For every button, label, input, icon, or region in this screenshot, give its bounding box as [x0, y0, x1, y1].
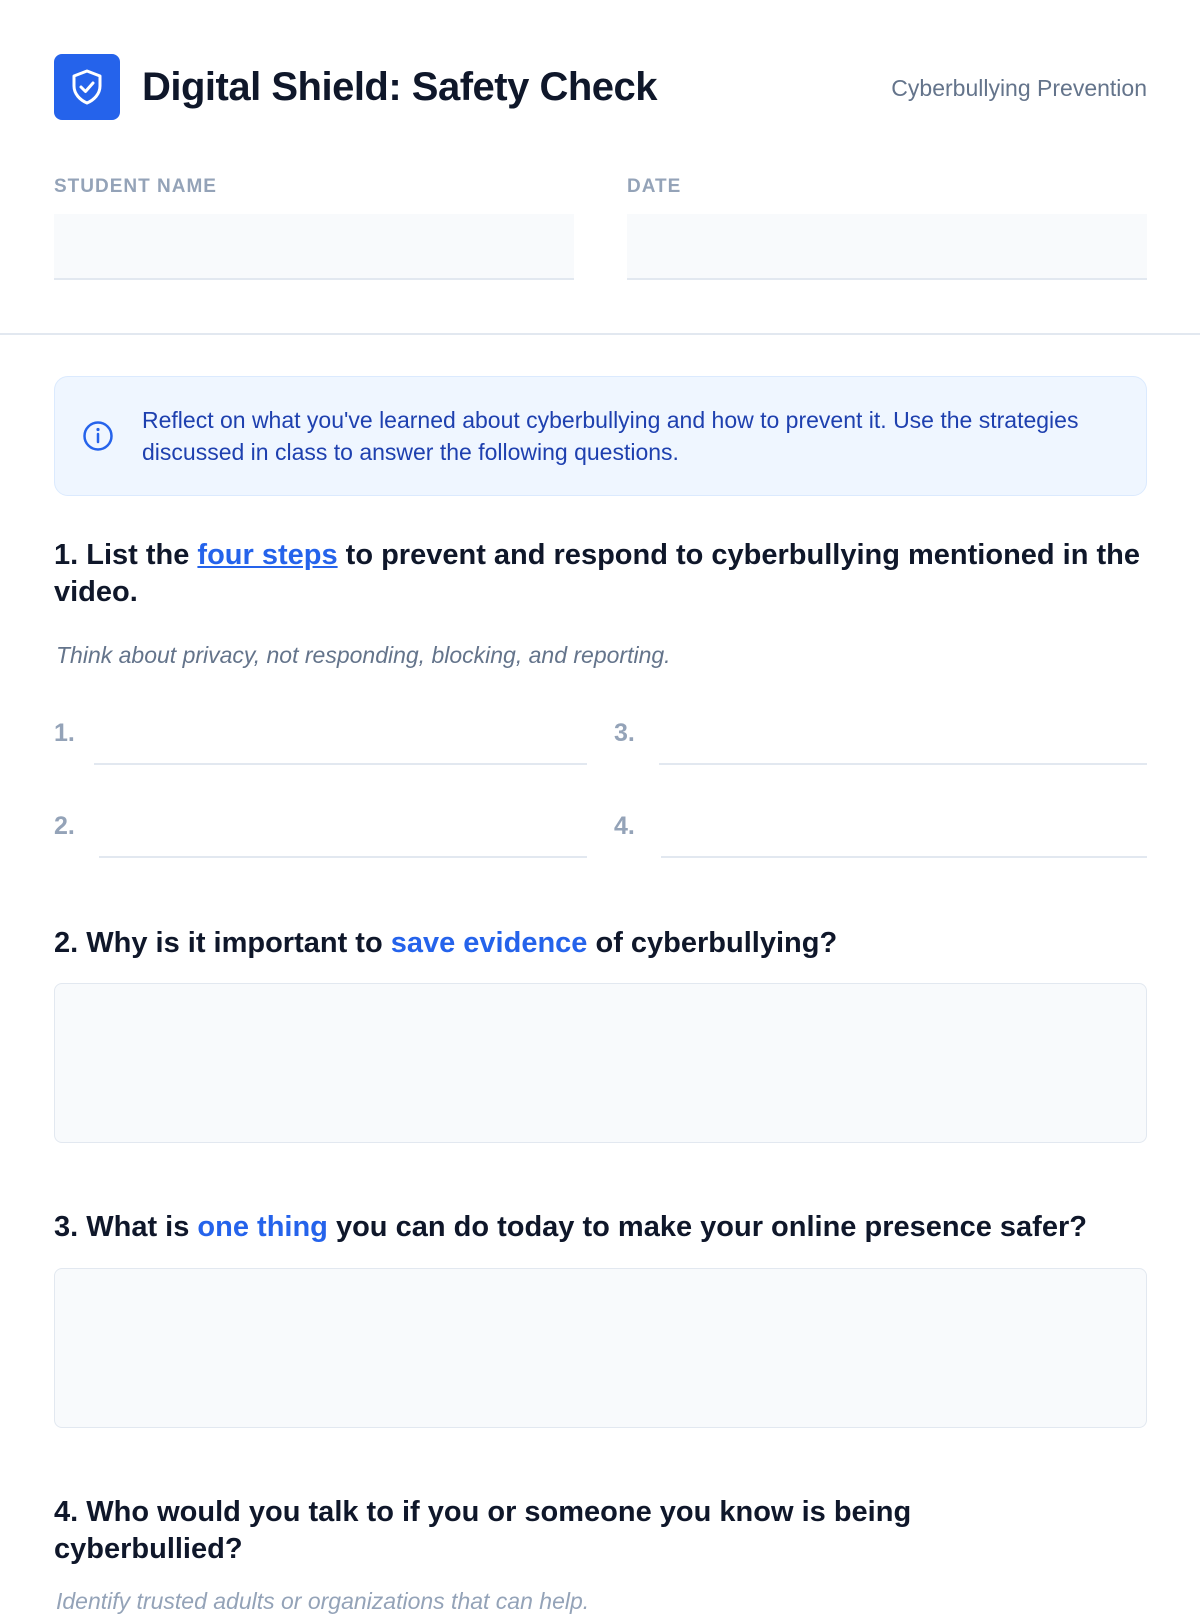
- question-2: [54, 925, 1154, 962]
- worksheet-header: [54, 54, 1147, 120]
- header-divider: [0, 333, 1200, 335]
- step-answer-line-3[interactable]: [659, 763, 1147, 765]
- question-2-answer-box[interactable]: [54, 983, 1147, 1143]
- shield-check-icon: [54, 54, 120, 120]
- question-3-prefix: 3. What is: [54, 1211, 198, 1243]
- question-4-hint: Identify trusted adults or organizations that can help.: [56, 1588, 590, 1614]
- question-2-highlight: save evidence: [390, 927, 588, 959]
- date-label: DATE: [627, 176, 682, 197]
- step-number-1: 1.: [54, 719, 75, 747]
- step-answer-line-4[interactable]: [661, 856, 1147, 858]
- question-1-hint: Think about privacy, not responding, blocking, and reporting.: [56, 642, 671, 668]
- step-answer-line-1[interactable]: [94, 763, 587, 765]
- student-name-label: STUDENT NAME: [54, 176, 217, 197]
- step-number-2: 2.: [54, 812, 75, 840]
- question-4: 4. Who would you talk to if you or someone you know is being cyberbullied?: [54, 1496, 912, 1565]
- question-3: [54, 1209, 1154, 1246]
- question-3-highlight: one thing: [197, 1211, 328, 1243]
- question-3-suffix: you can do today to make your online presence safer?: [327, 1211, 1087, 1243]
- info-callout: [54, 376, 1147, 496]
- date-field[interactable]: [627, 214, 1147, 280]
- page-subtitle: Cyberbullying Prevention: [891, 75, 1147, 101]
- question-1: [54, 537, 1154, 611]
- info-text: Reflect on what you've learned about cyberbullying and how to prevent it. Use the strategies discussed in class to answer the following questions.: [142, 407, 1079, 465]
- question-2-prefix: 2. Why is it important to: [54, 927, 391, 959]
- step-answer-line-2[interactable]: [99, 856, 587, 858]
- step-number-4: 4.: [614, 812, 635, 840]
- question-3-answer-box[interactable]: [54, 1268, 1147, 1428]
- info-circle-icon: [82, 420, 114, 457]
- page-title: Digital Shield: Safety Check: [142, 65, 658, 109]
- student-name-field[interactable]: [54, 214, 574, 280]
- question-1-highlight: four steps: [197, 539, 338, 571]
- question-1-prefix: 1. List the: [54, 539, 198, 571]
- step-number-3: 3.: [614, 719, 635, 747]
- question-2-suffix: of cyberbullying?: [587, 927, 838, 959]
- question-1-suffix: to prevent and respond to cyberbullying mentioned in the video.: [54, 539, 1141, 608]
